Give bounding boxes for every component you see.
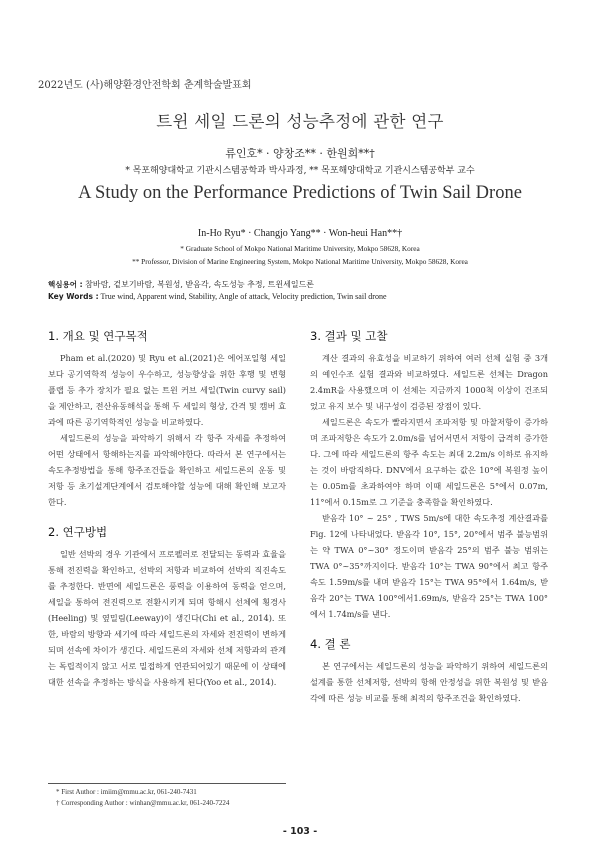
section-4-paragraph-1: 본 연구에서는 세일드론의 성능을 파악하기 위하여 세일드론의 설계를 통한 선체저항, 선박의 항해 안정성을 위한 복원성 및 받음각에 따른 성능 비교를 통해 최적의 항주조건을 확인하였다. [310,661,548,703]
section-1-heading: 1. 개요 및 연구목적 [48,329,148,343]
keywords-korean [48,279,314,290]
affiliation-english-2: ** Professor, Division of Marine Engineering System, Mokpo National Maritime University, Mokpo 58628, Korea [132,257,468,266]
keywords-korean-label: 핵심용어 : [48,280,83,289]
section-3-paragraph-1: 계산 결과의 유효성을 비교하기 위하여 여러 선체 실험 중 3개의 예인수조 실험 결과와 비교하였다. 세일드론 선체는 Dragon 2.4mR을 사용했으며 이 선체는 지금까지 1000척 이상이 건조되었고 유지 보수 및 내구성이 검증된 장점이 있다. [310,353,548,411]
keywords-korean-text: 참바람, 겉보기바람, 복원성, 받음각, 속도성능 추정, 트윈세일드론 [85,280,315,289]
affiliation-korean: * 목포해양대학교 기관시스템공학과 박사과정, ** 목포해양대학교 기관시스템공학부 교수 [125,166,475,176]
right-column [310,328,548,706]
affiliation-english-1: * Graduate School of Mokpo National Maritime University, Mokpo 58628, Korea [180,244,420,253]
section-3-paragraph-3: 받음각 10° ~ 25° , TWS 5m/s에 대한 속도추정 계산결과를 Fig. 12에 나타내었다. 받음각 10°, 15°, 20°에서 범주 불능범위는 약 TWA 0°~30° 정도이며 받음각 25°의 범주 불능 범위는 TWA 0°~35°까지이다. 받음각 10°는 TWA 90°에서 최고 항주 속도 1.59m/s를 내며 받음각 15°는 TWA 95°에서 1.64m/s, 받음각 20°는 TWA 100°에서1.69m/s, 받음각 25°는 TWA 100°에서 1.74m/s를 낸다. [310,513,548,619]
keywords-english-label: Key Words : [48,292,99,301]
authors-korean: 류인호* · 양창조** · 한원희**† [225,147,375,160]
page-number: - 103 - [282,826,318,837]
title-korean: 트윈 세일 드론의 성능추정에 관한 연구 [156,112,444,131]
section-1-paragraph-2: 세일드론의 성능을 파악하기 위해서 각 항주 자세를 추정하여 어떤 상태에서 항해하는지를 파악해야한다. 따라서 본 연구에서는 속도추정방법을 통해 항주조건들을 확인하고 세일드론의 운동 및 저항 등 초기설계단계에서 검토해야할 성능에 대해 확인해 보고자한다. [48,433,286,507]
footnote-corresponding-author: † Corresponding Author : winhan@mmu.ac.kr, 061-240-7224 [56,799,230,807]
authors-english: In-Ho Ryu* · Changjo Yang** · Won-heui Han**† [197,228,403,239]
section-3-heading: 3. 결과 및 고찰 [310,329,388,343]
section-4-heading: 4. 결 론 [310,637,351,651]
footnote-first-author: * First Author : imiim@mmu.ac.kr, 061-240-7431 [56,788,197,796]
section-3-paragraph-2: 세일드론은 속도가 빨라지면서 조파저항 및 마찰저항이 증가하며 조파저항은 속도가 2.0m/s를 넘어서면서 저항이 급격히 증가한다. 그에 따라 세일드론의 항주 속도는 최대 2.2m/s 이하로 유지하는 것이 바람직하다. DNV에서 요구하는 값은 10°에 복원정 높이는 0.05m를 초과하여야 하며 이때 세일드론은 5°에서 0.07m, 11°에서 0.15m로 그 기준을 충족함을 확인하였다. [310,417,548,507]
title-english: A Study on the Performance Predictions of Twin Sail Drone [78,183,522,203]
section-2-paragraph-1: 일반 선박의 경우 기관에서 프로펠러로 전달되는 동력과 효율을 통해 전진력을 확인하고, 선박의 저항과 비교하여 선박의 직진속도를 추정한다. 반면에 세일드론은 풍력을 이용하여 동력을 얻으며, 세일을 통하여 전진력으로 전환시키게 되며 항해시 선체에 횡경사(Heeling) 및 옆밀림(Leeway)이 생긴다(Chi et al., 2014). 또한, 바람의 방향과 세기에 따라 세일드론의 자세와 전진력이 변하게 되며 선속에 차이가 생긴다. 세일드론의 자세와 선체 저항과의 관계는 독립적이지 않고 서로 밀접하게 연관되어있기 때문에 이 상태에 대한 선속을 추정하는 방식을 사용하게 된다(Yoo et al., 2014). [48,549,286,687]
footnote-divider [48,783,286,784]
section-1-paragraph-1: Pham et al.(2020) 및 Ryu et al.(2021)은 에어포일형 세일보다 공기역학적 성능이 우수하고, 성능향상을 위한 후행 및 변형 플랩 등 추가 장치가 필요 없는 트윈 커브 세일(Twin curvy sail)을 제안하고, 전산유동해석을 통해 두 세일의 형상, 간격 및 캠버 효과에 따른 공기역학적인 성능을 비교하였다. [48,353,286,427]
keywords-english-text: True wind, Apparent wind, Stability, Angle of attack, Velocity prediction, Twin sail drone [100,292,387,301]
section-2-heading: 2. 연구방법 [48,525,108,539]
left-column [48,328,286,690]
keywords-english [48,292,387,301]
conference-header: 2022년도 (사)해양환경안전학회 춘계학술발표회 [38,80,252,91]
